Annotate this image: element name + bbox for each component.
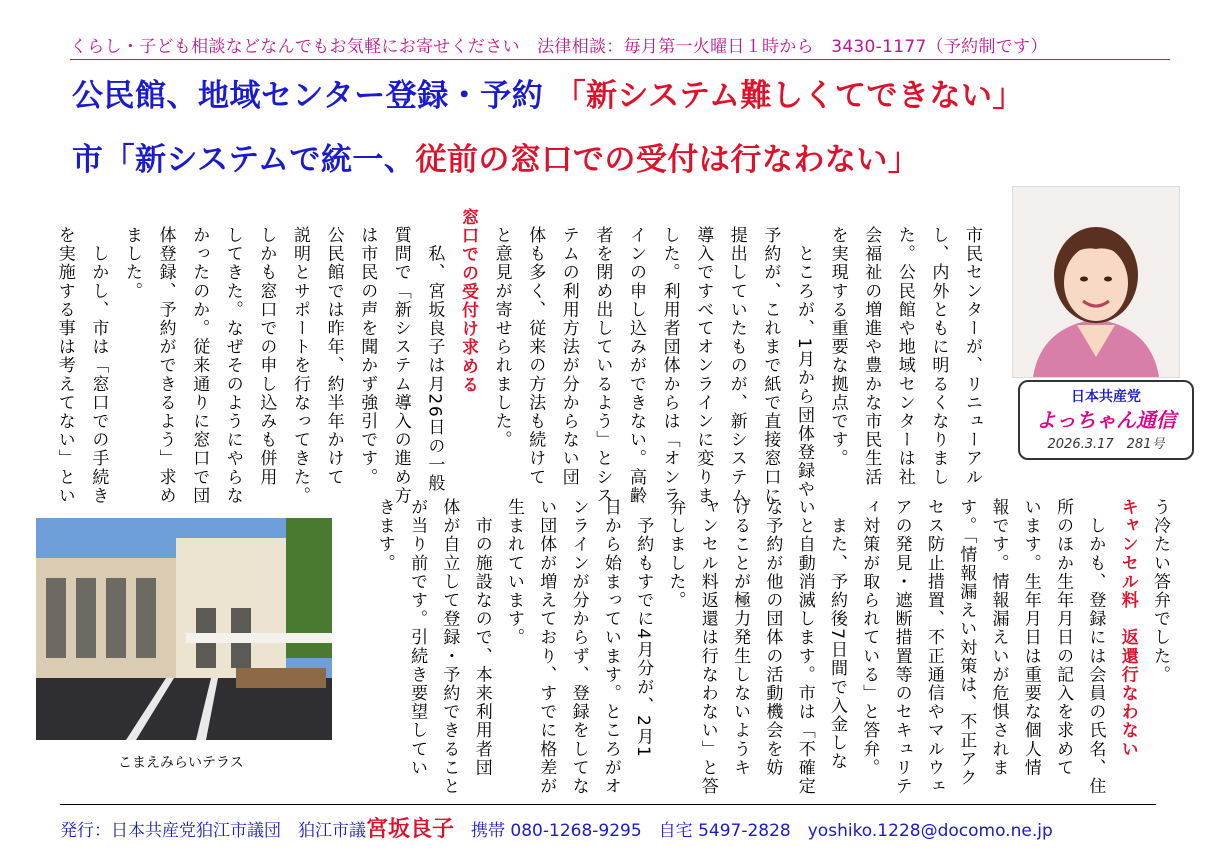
text-column: 会福祉の増進や豊かな市民生活 xyxy=(861,226,882,487)
text-column: は市民の声を聞かず強引です。 xyxy=(357,226,378,487)
text-column: 提出していたものが、新システム xyxy=(726,226,747,505)
text-column: きます。 xyxy=(374,498,395,573)
text-column: い団体が増えており、すでに格差が xyxy=(536,498,557,796)
text-column: ました。 xyxy=(122,226,142,301)
text-column: しかも、登録には会員の氏名、住 xyxy=(1085,498,1106,796)
section-heading: キャンセル料 返還行なわない xyxy=(1117,498,1138,759)
headline-2-blue: 市「新システムで統一、 xyxy=(72,142,416,178)
text-column: 生まれています。 xyxy=(504,498,524,647)
headline-1 xyxy=(72,70,1024,115)
text-column: 報です。情報漏えいが危惧されま xyxy=(988,498,1009,777)
footer-name: 宮坂良子 xyxy=(366,817,455,842)
text-column: 市の施設なので、本来利用者団 xyxy=(471,498,492,777)
building-photo xyxy=(36,518,332,740)
text-column: を実現する重要な拠点です。 xyxy=(827,226,848,468)
text-column: しかも窓口での申し込みも併用 xyxy=(256,226,277,487)
headline-1-red: 「新システム難しくてできない」 xyxy=(554,78,1024,114)
building-icon xyxy=(36,518,332,740)
footer-mobile: 携帯 080-1268-9295 xyxy=(471,821,642,841)
text-column: 弁しました。 xyxy=(665,498,686,610)
text-column: 公民館では昨年、約半年かけて xyxy=(323,226,344,487)
headline-2 xyxy=(72,134,919,179)
text-column: してきた。なぜそのようにやらな xyxy=(222,226,243,505)
text-column: う冷たい答弁でした。 xyxy=(1150,498,1170,684)
text-column: 市民センターが、リニューアル xyxy=(962,226,982,487)
badge-title: よっちゃん通信 xyxy=(1036,408,1176,432)
text-column: ャンセル料返還は行なわない」と答 xyxy=(697,498,718,796)
photo-caption: こまえみらいテラス xyxy=(118,755,244,771)
text-column: 質問で「新システム導入の進め方 xyxy=(390,226,411,505)
footer-email: yoshiko.1228@docomo.ne.jp xyxy=(807,821,1053,841)
text-column: 体登録、予約ができるよう」求め xyxy=(155,226,176,505)
headline-2-red: 従前の窓口での受付は行なわない」 xyxy=(415,142,920,178)
text-column: な予約が他の団体の活動機会を妨 xyxy=(762,498,783,777)
text-column: 者を閉め出しているよう」とシス xyxy=(592,226,613,505)
portrait-photo xyxy=(1012,186,1180,378)
text-column: テムの利用方法が分からない団 xyxy=(558,226,579,487)
text-column: セス防止措置、不正通信やマルウェ xyxy=(923,498,944,796)
text-column: し、内外ともに明るくなりまし xyxy=(928,226,949,487)
text-column: が当り前です。引続き要望してい xyxy=(407,498,428,777)
portrait-icon xyxy=(1013,187,1179,377)
text-column: 日から始まっています。ところがオ xyxy=(600,498,621,796)
text-column: と意見が寄せられました。 xyxy=(491,226,512,450)
text-column: 私、宮坂良子は月26日の一般 xyxy=(424,226,445,493)
text-column: また、予約後7日間で入金しな xyxy=(827,498,847,771)
badge-date: 2026.3.17 281号 xyxy=(1047,437,1165,452)
text-column: 予約が、これまで紙で直接窓口に xyxy=(760,226,781,505)
text-column: ンラインが分からず、登録をしてな xyxy=(568,498,589,796)
text-column: 予約もすでに4月分が、2月1 xyxy=(633,498,654,759)
text-column: た。公民館や地域センターは社 xyxy=(894,226,915,487)
text-column: ところが、1月から団体登録や xyxy=(794,226,814,499)
footer-home: 自宅 5497-2828 xyxy=(658,821,791,841)
text-column: げることが極力発生しないようキ xyxy=(730,498,751,777)
text-column: した。利用者団体からは「オンラ xyxy=(659,226,680,505)
newsletter-badge xyxy=(1018,380,1194,460)
section-heading: 窓口での受付け求める xyxy=(458,208,478,394)
text-column: す。「情報漏えい対策は、不正アク xyxy=(956,498,977,788)
footer xyxy=(60,812,1053,843)
text-column: を実施する事は考えてない」とい xyxy=(54,226,75,505)
text-column: 体が自立して登録・予約できること xyxy=(439,498,460,796)
text-column: 説明とサポートを行なってきた。 xyxy=(290,226,310,505)
headline-1-blue: 公民館、地域センター登録・予約 xyxy=(72,78,544,114)
badge-party: 日本共産党 xyxy=(1071,389,1141,405)
notice-line: くらし・子ども相談などなんでもお気軽にお寄せください 法律相談：毎月第一火曜日１時から 3430-1177（予約制です） xyxy=(70,32,1170,57)
text-column: しかし、市は「窓口での手続き xyxy=(88,226,109,505)
footer-publisher: 発行：日本共産党狛江市議団 狛江市議 xyxy=(60,821,366,841)
footer-divider xyxy=(60,804,1156,805)
text-column: 導入ですべてオンラインに変りま xyxy=(693,226,714,505)
text-column: かったのか。従来通りに窓口で団 xyxy=(189,226,210,505)
text-column: 体も多く、従来の方法も続けて xyxy=(525,226,546,487)
text-column: インの申し込みができない。高齢 xyxy=(626,226,646,505)
text-column: います。生年月日は重要な個人情 xyxy=(1020,498,1041,777)
text-column: いと自動消滅します。市は「不確定 xyxy=(794,498,815,796)
text-column: アの発見・遮断措置等のセキュリテ xyxy=(891,498,912,796)
text-column: ィ対策が取られている」と答弁。 xyxy=(859,498,880,777)
text-column: 所のほか生年月日の記入を求めて xyxy=(1053,498,1074,777)
